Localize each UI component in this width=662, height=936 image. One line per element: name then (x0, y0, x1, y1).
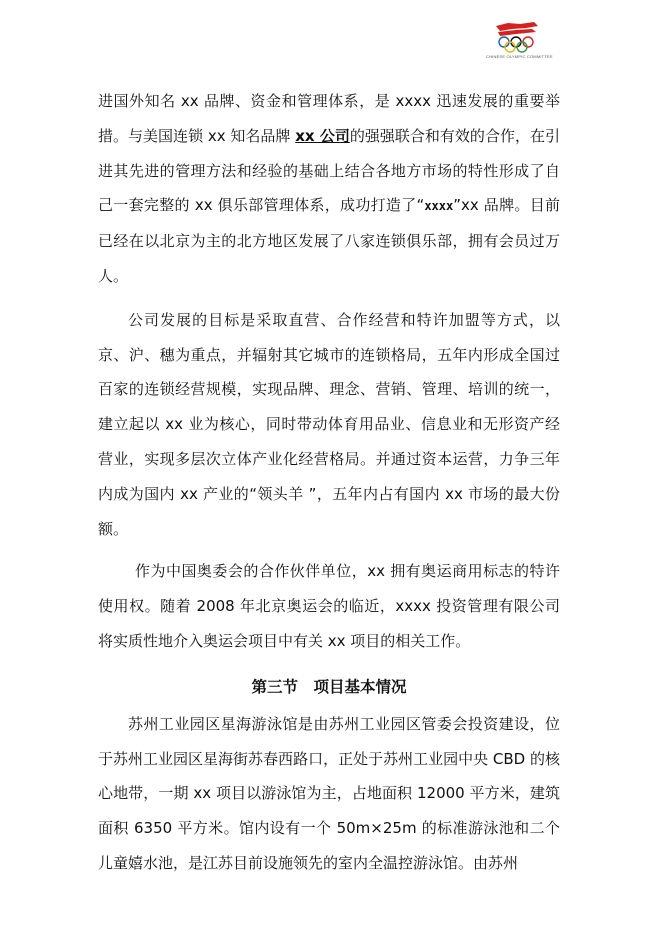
document-body (98, 84, 560, 881)
paragraph-1-text-a: 进国外知名 xx 品牌、资金和管理体系，是 xxxx 迅速发展的重要举措。与美国连锁 xx 知名品牌 (98, 92, 560, 145)
olympic-committee-logo (486, 18, 553, 64)
logo-caption: CHINESE OLYMPIC COMMITTEE (486, 54, 553, 59)
paragraph-3: 作为中国奥委会的合作伙伴单位，xx 拥有奥运商用标志的特许使用权。随着 2008 年北京奥运会的临近，xxxx 投资管理有限公司将实质性地介入奥运会项目中有关 xx 项目的相关工作。 (98, 562, 560, 650)
olympic-rings-icon (486, 18, 548, 54)
brand-name-underlined: xx 公司 (295, 126, 350, 145)
paragraph-2: 公司发展的目标是采取直营、合作经营和特许加盟等方式，以京、沪、穗为重点，并辐射其它城市的连锁格局，五年内形成全国过百家的连锁经营规模，实现品牌、理念、营销、管理、培训的统一，建立起以 xx 业为核心，同时带动体育用品业、信息业和无形资产经营业，实现多层次立体产业化经营格局。并通过资本运营，力争三年内成为国内 xx 产业的“领头羊 ”，五年内占有国内 xx 市场的最大份额。 (98, 310, 560, 538)
paragraph-1-text-c: ”xx 品牌。目前已经在以北京为主的北方地区发展了八家连锁俱乐部，拥有会员过万人。 (98, 196, 560, 285)
section-title: 第三节 项目基本情况 (251, 676, 407, 696)
paragraph-1-text-b: 的强强联合和有效的合作，在引进其先进的管理方法和经验的基础上结合各地方市场的特性形成了自己一套完整的 xx 俱乐部管理体系，成功打造了“ (98, 126, 560, 215)
paragraph-1 (98, 84, 560, 294)
brand-quote: xxxx (424, 199, 454, 214)
paragraph-4: 苏州工业园区星海游泳馆是由苏州工业园区管委会投资建设，位于苏州工业园区星海街苏春西路口，正处于苏州工业园中央 CBD 的核心地带，一期 xx 项目以游泳馆为主，占地面积 12000 平方米，建筑面积 6350 平方米。馆内设有一个 50m×25m 的标准游泳池和二个儿童嬉水池，是江苏目前设施领先的室内全温控游泳馆。由苏州 (98, 714, 560, 872)
